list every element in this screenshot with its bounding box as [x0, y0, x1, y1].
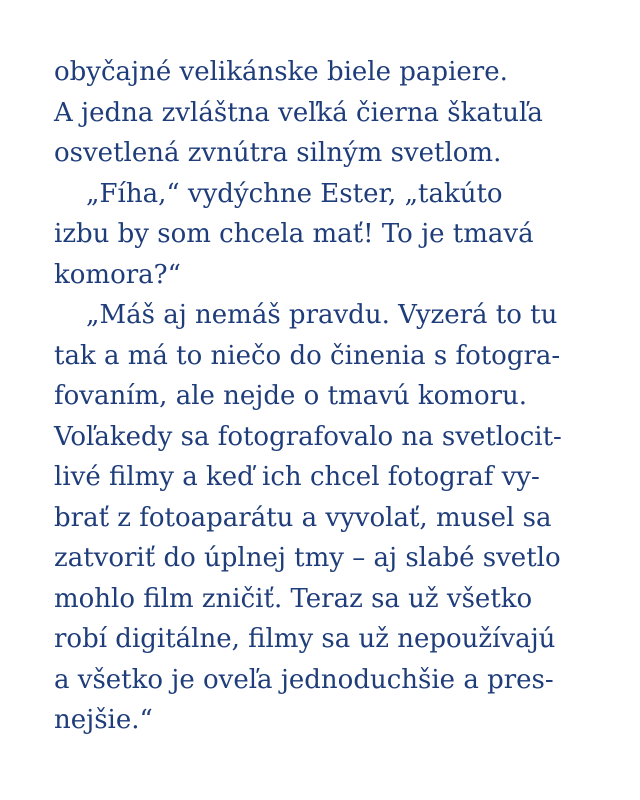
text-line: izbu by som chcela mať! To je tmavá	[54, 219, 534, 249]
text-line: A jedna zvláštna veľká čierna škatuľa	[54, 97, 543, 128]
text-line: tak a má to niečo do činenia s fotogra-	[54, 340, 561, 371]
text-line: nejšie.“	[54, 705, 153, 735]
text-line: Voľakedy sa fotografovalo na svetlocit-	[54, 421, 562, 452]
text-line: brať z fotoaparátu a vyvolať, musel sa	[54, 502, 552, 533]
body-text	[54, 52, 614, 741]
text-line: obyčajné velikánske biele papiere.	[54, 57, 508, 87]
text-line: osvetlená zvnútra silným svetlom.	[54, 138, 502, 168]
text-line: komora?“	[54, 259, 181, 290]
text-line: „Fíha,“ vydýchne Ester, „takúto	[86, 178, 503, 209]
text-line: robí digitálne, filmy sa už nepoužívajú	[54, 624, 556, 654]
text-line: „Máš aj nemáš pravdu. Vyzerá to tu	[86, 300, 558, 330]
text-line: fovaním, ale nejde o tmavú komoru.	[54, 381, 528, 411]
text-line: zatvoriť do úplnej tmy – aj slabé svetlo	[54, 543, 561, 573]
text-line: livé filmy a keď ich chcel fotograf vy-	[54, 462, 540, 492]
text-line: mohlo film zničiť. Teraz sa už všetko	[54, 583, 533, 614]
text-line: a všetko je oveľa jednoduchšie a pres-	[54, 664, 554, 695]
